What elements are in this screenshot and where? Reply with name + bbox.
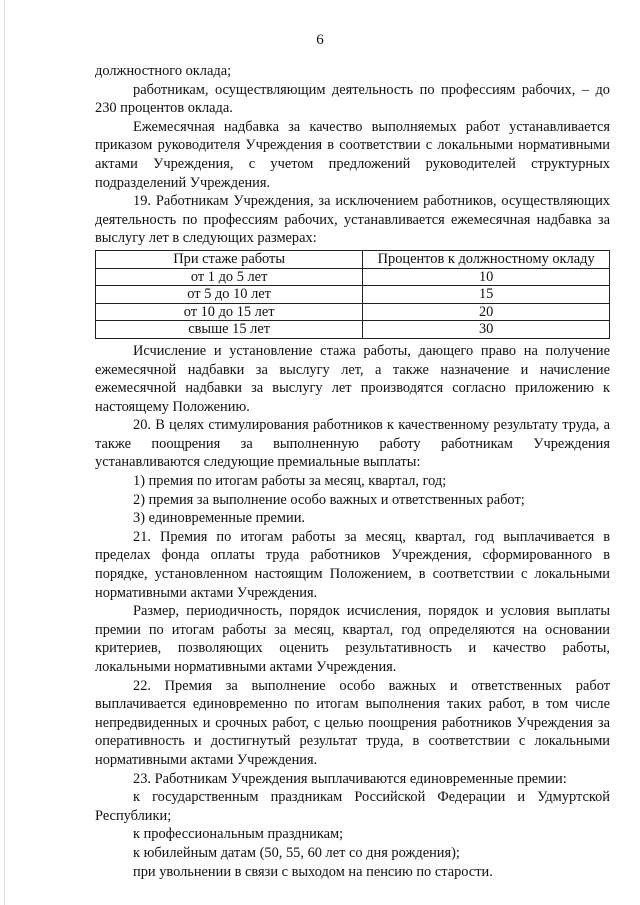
table-row [96, 286, 610, 304]
table-cell: от 10 до 15 лет [96, 303, 363, 321]
paragraph: 2) премия за выполнение особо важных и ответственных работ; [133, 491, 525, 508]
seniority-allowance-table [95, 250, 610, 339]
paragraph: к профессиональным праздникам; [133, 826, 344, 843]
paragraph: к юбилейным датам (50, 55, 60 лет со дня рождения); [133, 844, 460, 861]
paragraph: 20. В целях стимулирования работников к качественному результату труда, а также поощрения за выполненную работу работникам Учреждения устанавливаются следующие премиальные выплаты: [95, 417, 610, 471]
scan-edge-line [4, 0, 5, 905]
table-cell: 15 [363, 286, 610, 304]
paragraphs-bottom [95, 342, 610, 881]
table-cell: свыше 15 лет [96, 321, 363, 339]
paragraph: 1) премия по итогам работы за месяц, квартал, год; [133, 473, 447, 490]
paragraph: при увольнении в связи с выходом на пенсию по старости. [133, 863, 493, 880]
table-row [96, 321, 610, 339]
paragraphs-top [95, 62, 610, 248]
table-header-cell: Процентов к должностному окладу [363, 250, 610, 268]
table-cell: 20 [363, 303, 610, 321]
paragraph: к государственным праздникам Российской Федерации и Удмуртской Республики; [95, 789, 610, 824]
table-cell: от 1 до 5 лет [96, 268, 363, 286]
paragraph: Ежемесячная надбавка за качество выполняемых работ устанавливается приказом руководителя Учреждения в соответствии с локальными нормативными актами Учреждения, с учетом предложений руководителей структурных подразделений Учреждения. [95, 118, 610, 191]
table-header-row [96, 250, 610, 268]
paragraph: 19. Работникам Учреждения, за исключением работников, осуществляющих деятельность по профессиям рабочих, устанавливается ежемесячная надбавка за выслугу лет в следующих размерах: [95, 193, 610, 247]
table-header-cell: При стаже работы [96, 250, 363, 268]
document-body [95, 62, 610, 881]
table-row [96, 303, 610, 321]
table-row [96, 268, 610, 286]
paragraph: работникам, осуществляющим деятельность по профессиям рабочих, – до 230 процентов оклада. [95, 81, 610, 117]
page-number: 6 [316, 32, 324, 48]
paragraph: 23. Работникам Учреждения выплачиваются единовременные премии: [133, 770, 567, 787]
paragraph: 22. Премия за выполнение особо важных и ответственных работ выплачивается единовременно по итогам выполнения таких работ, в том числе непредвиденных и срочных работ, с целью поощрения работников Учреждения за оперативность и достигнутый результат труда, в соответствии с локальными нормативными актами Учреждения. [95, 677, 610, 768]
table-cell: 10 [363, 268, 610, 286]
paragraph: Размер, периодичность, порядок исчисления, порядок и условия выплаты премии по итогам работы за месяц, квартал, год определяются на основании критериев, позволяющих оценить результативность и качество работы, локальными нормативными актами Учреждения. [95, 603, 610, 675]
table-cell: 30 [363, 321, 610, 339]
paragraph: 21. Премия по итогам работы за месяц, квартал, год выплачивается в пределах фонда оплаты труда работников Учреждения, сформированного в порядке, установленном настоящим Положением, в соответствии с локальными нормативными актами Учреждения. [95, 528, 610, 601]
paragraph: Исчисление и установление стажа работы, дающего право на получение ежемесячной надбавки за выслугу лет, а также назначение и начисление ежемесячной надбавки за выслугу лет производятся согласно приложению к настоящему Положению. [95, 342, 610, 415]
table-cell: от 5 до 10 лет [96, 286, 363, 304]
paragraph: должностного оклада; [95, 63, 232, 79]
paragraph: 3) единовременные премии. [133, 510, 306, 527]
